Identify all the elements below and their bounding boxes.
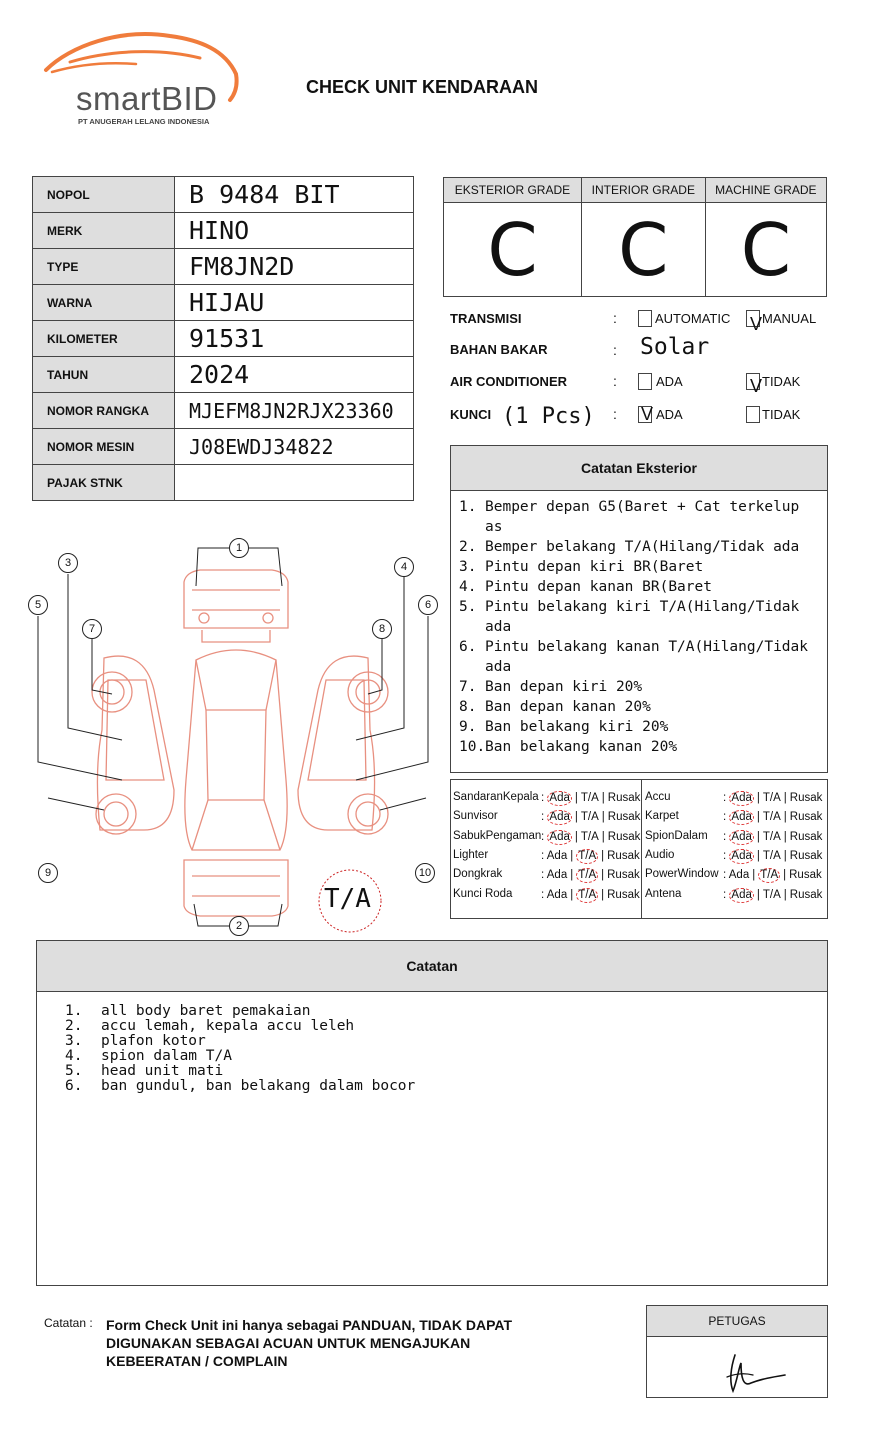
damage-marker-1[interactable]: 1 [229, 538, 249, 558]
accessory-row [453, 888, 512, 900]
info-label: NOMOR MESIN [33, 429, 175, 465]
bahan-bakar-label: BAHAN BAKAR [450, 342, 548, 357]
accessory-status-options [723, 830, 822, 845]
damage-marker-10[interactable]: 10 [415, 863, 435, 883]
ac-label: AIR CONDITIONER [450, 374, 567, 389]
accessory-row [453, 810, 498, 822]
list-item: 6. ban gundul, ban belakang dalam bocor [65, 1078, 416, 1094]
separator: | [570, 888, 574, 901]
separator: | [601, 830, 605, 843]
status-option-rusak[interactable]: Rusak [789, 869, 822, 882]
separator: | [783, 792, 787, 804]
accessory-label: Sunvisor [453, 810, 498, 823]
separator: | [601, 888, 605, 901]
accessory-status-options [541, 888, 640, 903]
separator: | [570, 869, 574, 882]
info-row-merk [33, 213, 414, 249]
list-item: 3. plafon kotor [65, 1033, 206, 1049]
info-value: HINO [175, 213, 414, 249]
ac-ada-label: ADA [656, 374, 683, 389]
colon: : [723, 869, 727, 882]
exterior-notes-list [451, 491, 827, 757]
status-option-rusak[interactable]: Rusak [607, 888, 640, 901]
accessory-label: Kunci Roda [453, 887, 513, 900]
separator: | [574, 830, 578, 843]
accessory-row [453, 868, 502, 880]
damage-marker-8[interactable]: 8 [372, 619, 392, 639]
automatic-label: AUTOMATIC [655, 311, 731, 326]
status-option-ada[interactable]: Ada [731, 811, 752, 824]
status-option-rusak[interactable]: Rusak [607, 830, 641, 843]
info-row-pajak-stnk [33, 465, 414, 501]
accessory-row [645, 830, 708, 842]
status-option-ta[interactable]: T/A [762, 888, 781, 901]
list-item: 2. Bemper belakang T/A(Hilang/Tidak ada [459, 539, 800, 555]
status-option-ada[interactable]: Ada [549, 792, 570, 804]
kunci-count: (1 Pcs) [502, 404, 595, 429]
checkbox-kunci-tidak[interactable] [746, 406, 760, 428]
damage-marker-6[interactable]: 6 [418, 595, 438, 615]
check-mark-icon: V [750, 314, 763, 334]
info-row-kilometer [33, 321, 414, 357]
accessory-status-options [723, 868, 822, 883]
colon: : [613, 406, 617, 422]
status-option-ta[interactable]: T/A [578, 849, 597, 862]
logo-wordmark: smartBID [76, 80, 218, 117]
signature-icon [647, 1337, 827, 1397]
grade-label-exterior: EKSTERIOR GRADE [444, 178, 582, 203]
damage-marker-5[interactable]: 5 [28, 595, 48, 615]
info-row-type [33, 249, 414, 285]
accessory-row [645, 888, 681, 900]
info-row-nomor-mesin [33, 429, 414, 465]
accessory-status-options [541, 830, 640, 845]
separator: | [601, 849, 605, 862]
list-item: 7. Ban depan kiri 20% [459, 679, 643, 695]
accessory-label: Antena [645, 887, 682, 900]
exterior-notes-title: Catatan Eksterior [451, 446, 827, 491]
status-option-rusak[interactable]: Rusak [607, 792, 641, 804]
damage-marker-2[interactable]: 2 [229, 916, 249, 936]
grade-label-machine: MACHINE GRADE [705, 178, 826, 203]
status-option-rusak[interactable]: Rusak [607, 869, 640, 882]
accessory-label: Audio [645, 848, 675, 861]
separator: | [601, 792, 605, 804]
info-label: WARNA [33, 285, 175, 321]
exterior-notes-panel [450, 445, 828, 773]
accessory-row [453, 830, 541, 842]
accessory-label: Lighter [453, 848, 489, 861]
list-item: 5. head unit mati [65, 1063, 224, 1079]
status-option-rusak[interactable]: Rusak [789, 830, 823, 843]
list-item: 5. Pintu belakang kiri T/A(Hilang/Tidak ada [459, 599, 800, 635]
colon: : [723, 888, 727, 901]
status-option-ada[interactable]: Ada [549, 830, 570, 843]
status-option-rusak[interactable]: Rusak [607, 811, 641, 824]
list-item: 2. accu lemah, kepala accu leleh [65, 1018, 355, 1034]
grade-value-machine: C [705, 203, 826, 297]
info-value: B 9484 BIT [175, 177, 414, 213]
separator: | [601, 811, 605, 824]
status-option-ada[interactable]: Ada [731, 792, 752, 804]
footer-disclaimer: Form Check Unit ini hanya sebagai PANDUAN, TIDAK DAPAT DIGUNAKAN SEBAGAI ACUAN UNTUK MENGAJUKAN KEBEERATAN / COMPLAIN [106, 1317, 513, 1369]
kunci-tidak-label: TIDAK [762, 407, 801, 422]
separator: | [783, 811, 787, 824]
separator: | [756, 792, 760, 804]
colon: : [723, 849, 727, 862]
info-value: HIJAU [175, 285, 414, 321]
status-option-ta[interactable]: T/A [578, 888, 597, 901]
document-title: CHECK UNIT KENDARAAN [306, 77, 538, 97]
status-option-ta[interactable]: T/A [580, 792, 599, 804]
info-label: NOMOR RANGKA [33, 393, 175, 429]
status-option-rusak[interactable]: Rusak [789, 888, 823, 901]
accessory-label: SandaranKepala [453, 791, 539, 803]
accessory-label: Dongkrak [453, 868, 503, 881]
separator: | [756, 830, 760, 843]
accessory-status-options [541, 868, 640, 883]
info-value: FM8JN2D [175, 249, 414, 285]
footer-label: Catatan : [44, 1316, 93, 1330]
status-option-rusak[interactable]: Rusak [789, 849, 823, 862]
accessory-label: PowerWindow [645, 868, 719, 881]
info-value [175, 465, 414, 501]
officer-label: PETUGAS [647, 1306, 827, 1337]
separator: | [574, 792, 578, 804]
separator: | [570, 849, 574, 862]
colon: : [613, 373, 617, 389]
info-label: NOPOL [33, 177, 175, 213]
status-option-ta[interactable]: T/A [762, 849, 781, 862]
accessory-status-options [541, 810, 640, 825]
accessory-label: Accu [645, 791, 671, 803]
colon: : [613, 342, 617, 358]
status-option-ada[interactable]: Ada [549, 811, 570, 824]
accessory-label: Karpet [645, 810, 679, 823]
colon: : [541, 792, 545, 804]
separator: | [601, 869, 605, 882]
accessory-status-options [723, 888, 822, 903]
ta-stamp: T/A [324, 884, 371, 914]
list-item: 1. all body baret pemakaian [65, 1003, 311, 1019]
status-option-ada[interactable]: Ada [731, 830, 752, 843]
colon: : [541, 830, 545, 843]
vehicle-info-table [32, 176, 414, 501]
status-option-ta[interactable]: T/A [762, 830, 781, 843]
info-label: MERK [33, 213, 175, 249]
grade-table [443, 177, 827, 297]
logo-subtitle: PT ANUGERAH LELANG INDONESIA [78, 117, 210, 126]
grade-value-exterior: C [444, 203, 582, 297]
colon: : [613, 310, 617, 326]
list-item: 8. Ban depan kanan 20% [459, 699, 651, 715]
checkbox-ac-ada[interactable] [638, 373, 652, 395]
list-item: 3. Pintu depan kiri BR(Baret [459, 559, 704, 575]
company-logo [40, 28, 250, 128]
accessory-row [453, 849, 488, 861]
list-item: 9. Ban belakang kiri 20% [459, 719, 669, 735]
separator: | [783, 830, 787, 843]
checkbox-automatic[interactable] [638, 310, 652, 332]
status-option-ada[interactable]: Ada [728, 869, 750, 882]
notes-list [37, 992, 827, 1094]
info-value: 91531 [175, 321, 414, 357]
list-item: 1. Bemper depan G5(Baret + Cat terkelup as [459, 499, 800, 535]
list-item: 4. Pintu depan kanan BR(Baret [459, 579, 712, 595]
check-mark-icon: V [641, 404, 654, 424]
grade-label-interior: INTERIOR GRADE [581, 178, 705, 203]
info-label: TAHUN [33, 357, 175, 393]
ac-tidak-label: TIDAK [762, 374, 801, 389]
list-item: 10. Ban belakang kanan 20% [459, 739, 678, 755]
damage-marker-4[interactable]: 4 [394, 557, 414, 577]
colon: : [541, 849, 545, 862]
status-option-ada[interactable]: Ada [546, 888, 568, 901]
grade-value-interior: C [581, 203, 705, 297]
kunci-label: KUNCI [450, 407, 492, 422]
status-option-rusak[interactable]: Rusak [789, 792, 823, 804]
info-value: 2024 [175, 357, 414, 393]
status-option-ta[interactable]: T/A [760, 869, 779, 882]
status-option-ta[interactable]: T/A [580, 830, 599, 843]
status-option-ta[interactable]: T/A [578, 869, 597, 882]
status-option-rusak[interactable]: Rusak [607, 849, 640, 862]
car-outline-icon [24, 530, 448, 940]
accessories-panel [450, 779, 828, 919]
info-value: J08EWDJ34822 [175, 429, 414, 465]
info-row-nopol [33, 177, 414, 213]
accessory-status-options [541, 849, 640, 864]
vehicle-damage-diagram [24, 530, 448, 940]
status-option-ada[interactable]: Ada [546, 849, 568, 862]
status-option-rusak[interactable]: Rusak [789, 811, 823, 824]
officer-signature-box [646, 1305, 828, 1398]
accessory-row [645, 791, 671, 803]
info-row-tahun [33, 357, 414, 393]
kunci-ada-label: ADA [656, 407, 683, 422]
damage-marker-7[interactable]: 7 [82, 619, 102, 639]
status-option-ta[interactable]: T/A [580, 811, 599, 824]
bahan-bakar-value: Solar [640, 334, 710, 360]
status-option-ta[interactable]: T/A [762, 811, 781, 824]
transmisi-label: TRANSMISI [450, 311, 522, 326]
status-option-ada[interactable]: Ada [731, 888, 752, 901]
separator: | [756, 811, 760, 824]
notes-panel [36, 940, 828, 1286]
separator: | [756, 888, 760, 901]
accessory-row [645, 810, 679, 822]
damage-marker-9[interactable]: 9 [38, 863, 58, 883]
notes-title: Catatan [37, 941, 827, 992]
colon: : [723, 811, 727, 824]
list-item: 4. spion dalam T/A [65, 1048, 232, 1064]
colon: : [541, 869, 545, 882]
separator: | [783, 849, 787, 862]
separator: | [783, 888, 787, 901]
list-item: 6. Pintu belakang kanan T/A(Hilang/Tidak ada [459, 639, 809, 675]
colon: : [723, 830, 727, 843]
accessory-status-options [541, 791, 640, 806]
accessory-status-options [723, 791, 822, 806]
status-option-ada[interactable]: Ada [546, 869, 568, 882]
colon: : [541, 888, 545, 901]
info-label: KILOMETER [33, 321, 175, 357]
check-mark-icon: V [750, 376, 763, 396]
status-option-ada[interactable]: Ada [731, 849, 752, 862]
accessory-row [645, 868, 719, 880]
status-option-ta[interactable]: T/A [762, 792, 781, 804]
separator: | [752, 869, 756, 882]
separator: | [574, 811, 578, 824]
accessory-row [453, 791, 539, 803]
manual-label: MANUAL [762, 311, 817, 326]
separator: | [783, 869, 787, 882]
accessory-label: SabukPengaman [453, 829, 542, 842]
info-row-warna [33, 285, 414, 321]
info-value: MJEFM8JN2RJX23360 [175, 393, 414, 429]
accessory-status-options [723, 810, 822, 825]
colon: : [723, 792, 727, 804]
accessory-status-options [723, 849, 822, 864]
info-label: PAJAK STNK [33, 465, 175, 501]
accessory-label: SpionDalam [645, 829, 708, 842]
damage-marker-3[interactable]: 3 [58, 553, 78, 573]
separator: | [756, 849, 760, 862]
info-row-nomor-rangka [33, 393, 414, 429]
colon: : [541, 811, 545, 824]
accessory-row [645, 849, 674, 861]
info-label: TYPE [33, 249, 175, 285]
